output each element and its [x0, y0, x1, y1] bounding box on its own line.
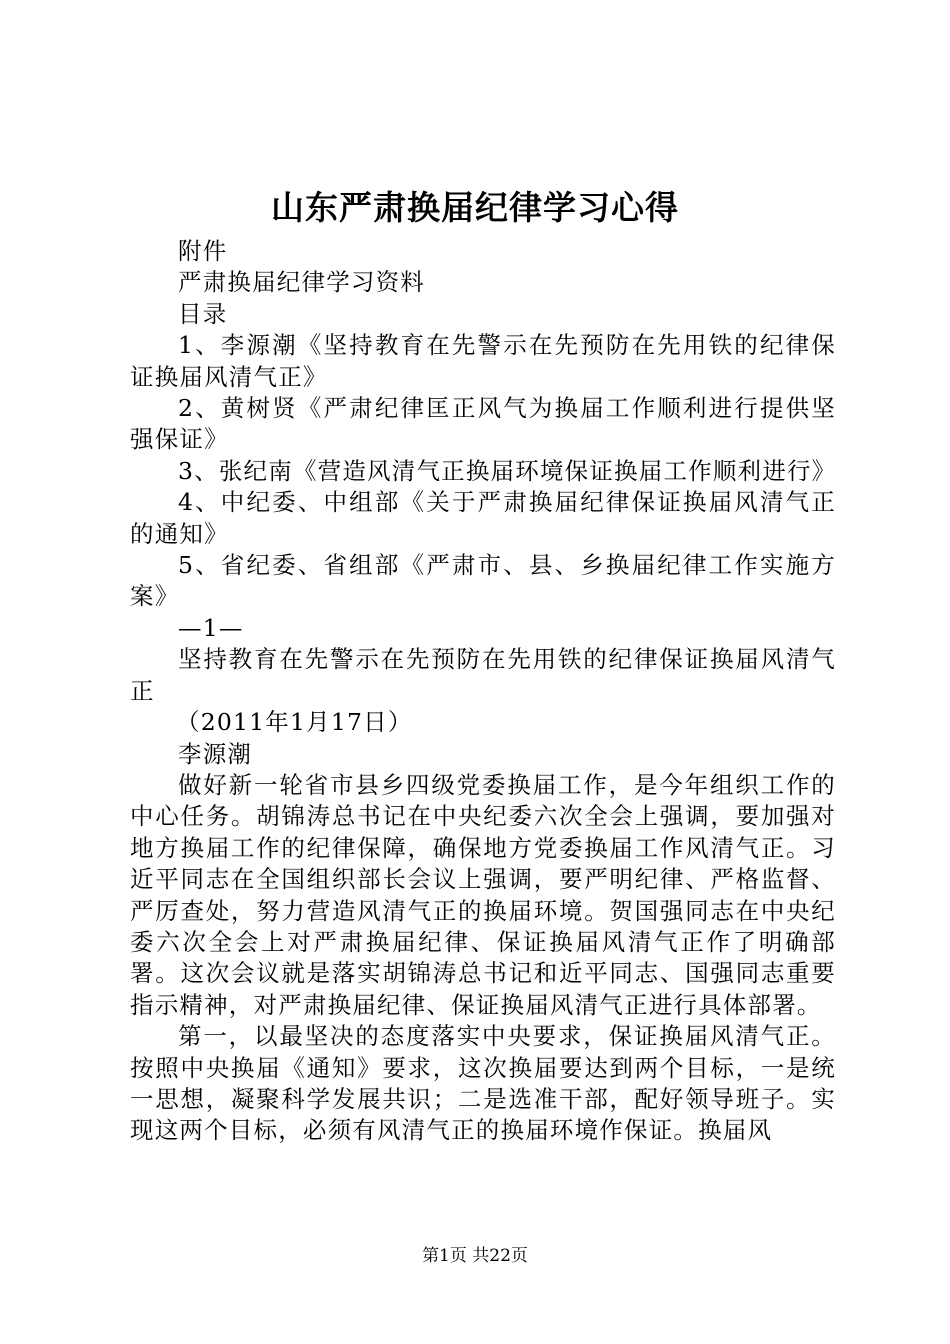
paragraph-materials-title: 严肃换届纪律学习资料: [178, 268, 425, 297]
toc-item-5: 5、省纪委、省组部《严肃市、县、乡换届纪律工作实施方案》: [130, 551, 836, 611]
article-author: 李源潮: [178, 739, 253, 768]
toc-item-3: 3、张纪南《营造风清气正换届环境保证换届工作顺利进行》: [178, 456, 837, 485]
paragraph-toc-heading: 目录: [178, 299, 228, 328]
toc-item-4: 4、中纪委、中组部《关于严肃换届纪律保证换届风清气正的通知》: [130, 488, 836, 548]
section-marker: —1—: [178, 613, 244, 642]
article-paragraph-2: 第一，以最坚决的态度落实中央要求，保证换届风清气正。按照中央换届《通知》要求，这次换届要达到两个目标，一是统一思想，凝聚科学发展共识；二是选准干部，配好领导班子。实现这两个目标，必须有风清气正的换届环境作保证。换届风: [130, 1022, 836, 1145]
article-title: 坚持教育在先警示在先预防在先用铁的纪律保证换届风清气正: [130, 645, 836, 705]
article-date: （2011年1月17日）: [176, 708, 413, 737]
article-paragraph-1: 做好新一轮省市县乡四级党委换届工作，是今年组织工作的中心任务。胡锦涛总书记在中央纪委六次全会上强调，要加强对地方换届工作的纪律保障，确保地方党委换届工作风清气正。习近平同志在全国组织部长会议上强调，要严明纪律、严格监督、严厉查处，努力营造风清气正的换届环境。贺国强同志在中央纪委六次全会上对严肃换届纪律、保证换届风清气正作了明确部署。这次会议就是落实胡锦涛总书记和近平同志、国强同志重要指示精神，对严肃换届纪律、保证换届风清气正进行具体部署。: [130, 770, 836, 1019]
document-body: [130, 236, 836, 1147]
toc-item-2: 2、黄树贤《严肃纪律匡正风气为换届工作顺利进行提供坚强保证》: [130, 394, 836, 454]
toc-item-1: 1、李源潮《坚持教育在先警示在先预防在先用铁的纪律保证换届风清气正》: [130, 331, 836, 391]
document-title: 山东严肃换届纪律学习心得: [271, 188, 679, 227]
page-footer: 第1页 共22页: [422, 1246, 528, 1266]
paragraph-attachment: 附件: [178, 237, 228, 265]
